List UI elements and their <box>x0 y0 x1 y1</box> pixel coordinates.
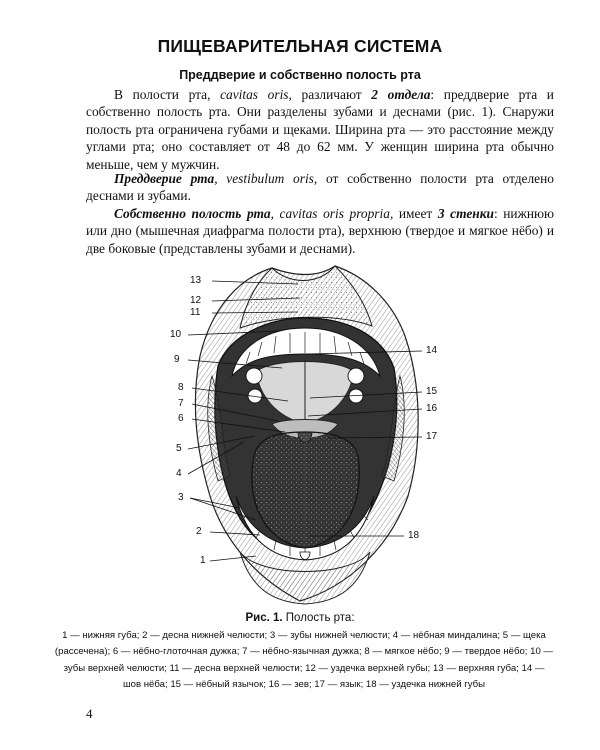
paragraph-text: : нижнюю или дно (мышечная диафрагма полости рта), верхнюю (твердое и мягкое нёбо) и две боковые (представлены зубами и деснами). <box>86 206 555 256</box>
page-number: 4 <box>86 706 93 721</box>
figure-label: 7 <box>178 398 184 409</box>
paragraph-text: , <box>270 206 280 221</box>
paragraph-text: , от собственно полости рта отделено деснами и зубами. <box>86 171 554 204</box>
bold-term: Собственно полость рта <box>114 206 271 221</box>
figure-label: 1 <box>200 555 206 566</box>
figure-subtitle: Полость рта: <box>282 612 355 624</box>
figure-label: 9 <box>174 354 180 365</box>
paragraph-oral-cavity-proper <box>86 205 554 257</box>
molar-tooth <box>246 368 262 384</box>
latin-term: cavitas oris propria <box>279 206 390 221</box>
paragraph-text: , имеет <box>389 206 438 221</box>
figure-label: 5 <box>176 443 182 454</box>
bold-term: 2 отдела <box>371 87 431 102</box>
figure-label: 14 <box>426 345 438 356</box>
figure-label: 6 <box>178 413 184 424</box>
paragraph-mouth-divisions <box>86 86 554 173</box>
paragraph-text: В полости рта, <box>114 87 221 102</box>
page-title: ПИЩЕВАРИТЕЛЬНАЯ СИСТЕМА <box>157 36 443 56</box>
figure-label: 8 <box>178 382 184 393</box>
figure-label: 3 <box>178 492 184 503</box>
figure-caption-title <box>0 612 600 624</box>
figure-label: 4 <box>176 468 182 479</box>
figure-legend: 1 — нижняя губа; 2 — десна нижней челюсти; 3 — зубы нижней челюсти; 4 — нёбная миндалина; 5 — щека (рассечена); 6 — нёбно-глоточная дужка; 7 — нёбно-язычная дужка; 8 — мягкое нёбо; 9 — твердое нёбо; 10 — зубы верхней челюсти; 11 — десна верхней челюсти; 12 — уздечка верхней губы; 13 — верхняя губа; 14 — шов нёба; 15 — нёбный язычок; 16 — зев; 17 — язык; 18 — уздечка нижней губы <box>54 630 554 691</box>
section-title: Преддверие и собственно полость рта <box>179 68 421 82</box>
figure-label: 12 <box>190 295 202 306</box>
paragraph-text: , <box>214 171 227 186</box>
paragraph-text: , различают <box>288 87 372 102</box>
latin-term: vestibulum oris <box>226 171 314 186</box>
molar-tooth <box>348 368 364 384</box>
bold-term: Преддверие рта <box>114 171 215 186</box>
latin-term: cavitas oris <box>220 87 289 102</box>
figure-number: Рис. 1. <box>245 612 283 624</box>
oral-cavity-figure <box>160 256 450 611</box>
figure-label: 15 <box>426 386 438 397</box>
figure-label: 13 <box>190 275 202 286</box>
figure-label: 2 <box>196 526 202 537</box>
paragraph-vestibule <box>86 170 554 205</box>
figure-label: 17 <box>426 431 438 442</box>
figure-label: 18 <box>408 530 420 541</box>
figure-label: 10 <box>170 329 182 340</box>
figure-label: 16 <box>426 403 438 414</box>
figure-label: 11 <box>190 307 201 318</box>
paragraph-text: : преддверие рта и собственно полость рта. Они разделены зубами и деснами (рис. 1). Снаружи полость рта ограничена губами и щеками. Ширина рта — это расстояние между углами рта; оно составляет от 48 до 62 мм. У женщин ширина рта обычно меньше, чем у мужчин. <box>86 87 554 172</box>
bold-term: 3 стенки <box>437 206 494 221</box>
